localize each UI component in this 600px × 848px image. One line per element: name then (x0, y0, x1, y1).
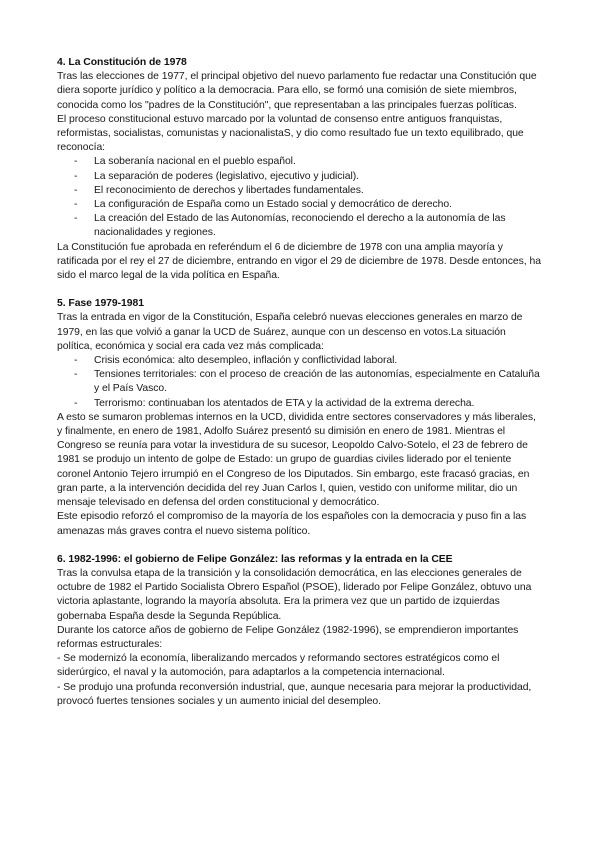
paragraph: Tras las elecciones de 1977, el principal objetivo del nuevo parlamento fue redactar una Constitución que diera soporte jurídico y político a la democracia. Para ello, se formó una comisión de siete miembros, conocida como los "padres de la Constitución", que representaban a las principales fuerzas políticas. (57, 71, 537, 111)
dash-list (57, 155, 543, 240)
section-heading: 5. Fase 1979-1981 (57, 298, 144, 310)
paragraph: - Se modernizó la economía, liberalizando mercados y reformando sectores estratégicos como el siderúrgico, el naval y la automoción, para adaptarlos a la competencia internacional. (57, 653, 500, 679)
section-heading: 4. La Constitución de 1978 (57, 57, 187, 68)
paragraph: Tras la convulsa etapa de la transición y la consolidación democrática, en las elecciones generales de octubre de 1982 el Partido Socialista Obrero Español (PSOE), liderado por Felipe González, obtuvo una victoria aplastante, logrando la mayoría absoluta. Era la primera vez que un partido de izquierdas gobernaba España desde la Segunda República. (57, 567, 532, 622)
paragraph: - Se produjo una profunda reconversión industrial, que, aunque necesaria para mejorar la productividad, provocó fuertes tensiones sociales y un aumento inicial del desempleo. (57, 681, 532, 707)
list-item: - La separación de poderes (legislativo, ejecutivo y judicial). (57, 170, 543, 184)
dash-list (57, 354, 543, 411)
paragraph: Este episodio reforzó el compromiso de la mayoría de los españoles con la democracia y puso fin a las amenazas más graves contra el nuevo sistema político. (57, 511, 527, 537)
document-page (57, 56, 543, 709)
paragraph: El proceso constitucional estuvo marcado por la voluntad de consenso entre antiguos franquistas, reformistas, socialistas, comunistas y nacionalistaS, y dio como resultado fue un texto equilibrado, que reconocía: (57, 113, 524, 154)
list-item: - Crisis económica: alto desempleo, inflación y conflictividad laboral. (57, 354, 543, 368)
paragraph: Tras la entrada en vigor de la Constitución, España celebró nuevas elecciones generales en marzo de 1979, en las que volvió a ganar la UCD de Suárez, aunque con un descenso en votos.La situación política, económica y social era cada vez más complicada: (57, 312, 523, 352)
list-item: - Terrorismo: continuaban los atentados de ETA y la actividad de la extrema derecha. (57, 397, 543, 411)
section-felipe-gonzalez (57, 553, 543, 709)
paragraph: A esto se sumaron problemas internos en la UCD, dividida entre sectores conservadores y más liberales, y finalmente, en enero de 1981, Adolfo Suárez presentó su dimisión en enero de 1981. Mientras el Congreso se reunía para votar la investidura de su sucesor, Leopoldo Calvo-Sotelo, el 23 de febrero de 1981 se produjo un intento de golpe de Estado: un grupo de guardias civiles liderado por el teniente coronel Antonio Tejero irrumpió en el Congreso de los Diputados. Sin embargo, este fracasó gracias, en gran parte, a la intervención decidida del rey Juan Carlos I, quien, vestido con uniforme militar, dio un mensaje televisado en defensa del orden constitucional y democrático. (57, 411, 536, 509)
paragraph: Durante los catorce años de gobierno de Felipe González (1982-1996), se emprendieron importantes reformas estructurales: (57, 624, 519, 650)
list-item: - La configuración de España como un Estado social y democrático de derecho. (57, 198, 543, 212)
section-constitucion-1978 (57, 56, 543, 283)
list-item: - El reconocimiento de derechos y libertades fundamentales. (57, 184, 543, 198)
list-item: - La creación del Estado de las Autonomías, reconociendo el derecho a la autonomía de las nacionalidades y regiones. (57, 212, 543, 240)
list-item: - Tensiones territoriales: con el proceso de creación de las autonomías, especialmente en Cataluña y el País Vasco. (57, 368, 543, 396)
section-heading: 6. 1982-1996: el gobierno de Felipe González: las reformas y la entrada en la CEE (57, 553, 453, 565)
list-item: - La soberanía nacional en el pueblo español. (57, 155, 543, 169)
paragraph: La Constitución fue aprobada en referéndum el 6 de diciembre de 1978 con una amplia mayoría y ratificada por el rey el 27 de diciembre, entrando en vigor el 29 de diciembre de 1978. Desde entonces, ha sido el marco legal de la vida política en España. (57, 241, 541, 282)
section-fase-1979-1981 (57, 297, 543, 538)
